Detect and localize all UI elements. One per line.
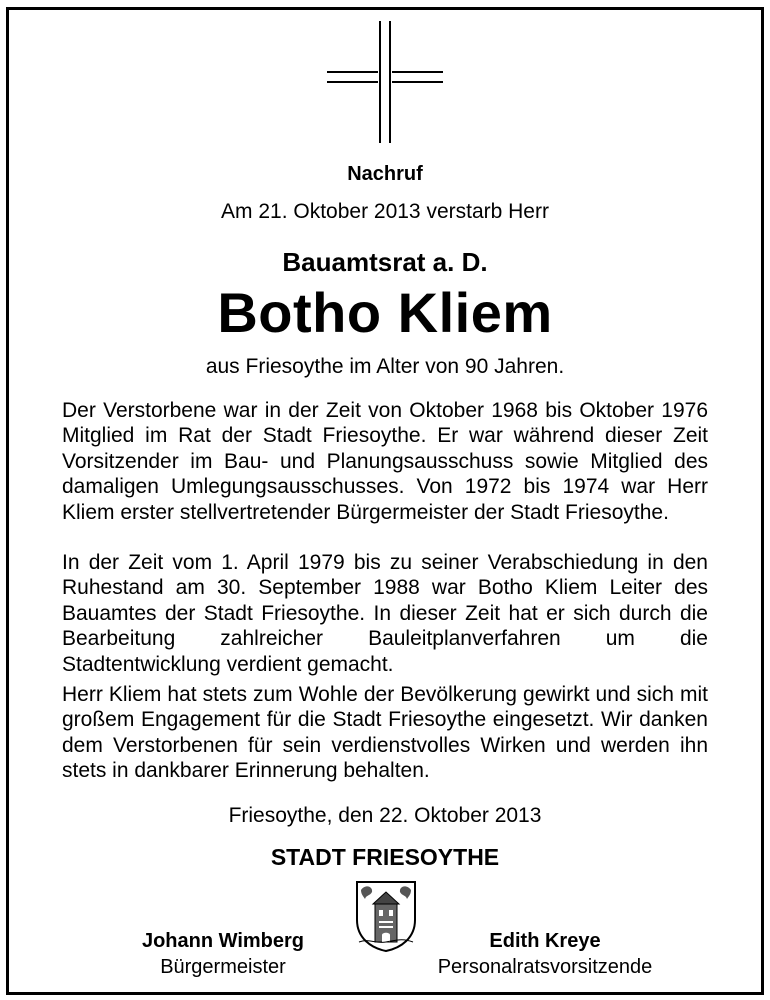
paragraph-gratitude: Herr Kliem hat stets zum Wohle der Bevölkerung gewirkt und sich mit großem Engagement für die Stadt Friesoythe eingesetzt. Wir danken dem Verstorbenen für sein verdienstvolles Wirken und werden ihn stets in dankbarer Erinnerung behalten. [62,683,708,783]
cross-icon [327,21,443,143]
deceased-name: Botho Kliem [217,281,553,344]
coat-of-arms-icon [355,880,417,952]
intro-text: Am 21. Oktober 2013 verstarb Herr [221,200,549,223]
signatory-name: Johann Wimberg [141,930,305,952]
notice-heading: Nachruf [347,163,423,185]
signatory-staff-council [410,928,680,980]
place-date: Friesoythe, den 22. Oktober 2013 [228,804,542,827]
signatory-role: Bürgermeister [160,956,286,978]
organization-name: STADT FRIESOYTHE [270,844,500,870]
origin-text: aus Friesoythe im Alter von 90 Jahren. [205,355,565,378]
paragraph-building-office: In der Zeit vom 1. April 1979 bis zu seiner Verabschiedung in den Ruhestand am 30. September 1988 war Botho Kliem Leiter des Bauamtes der Stadt Friesoythe. In dieser Zeit hat er sich durch die Bearbeitung zahlreicher Bauleitplanverfahren um die Stadtentwicklung verdient gemacht. [62,551,708,676]
signatory-role: Personalratsvorsitzende [437,956,653,978]
paragraph-council: Der Verstorbene war in der Zeit von Oktober 1968 bis Oktober 1976 Mitglied im Rat der Stadt Friesoythe. Er war während dieser Zeit Vorsitzender im Bau- und Planungsausschuss sowie Mitglied des damaligen Umlegungsausschusses. Von 1972 bis 1974 war Herr Kliem erster stellvertretender Bürgermeister der Stadt Friesoythe. [62,399,708,524]
signatory-name: Edith Kreye [489,930,601,952]
deceased-title: Bauamtsrat a. D. [282,247,488,277]
signatory-mayor [88,928,358,980]
